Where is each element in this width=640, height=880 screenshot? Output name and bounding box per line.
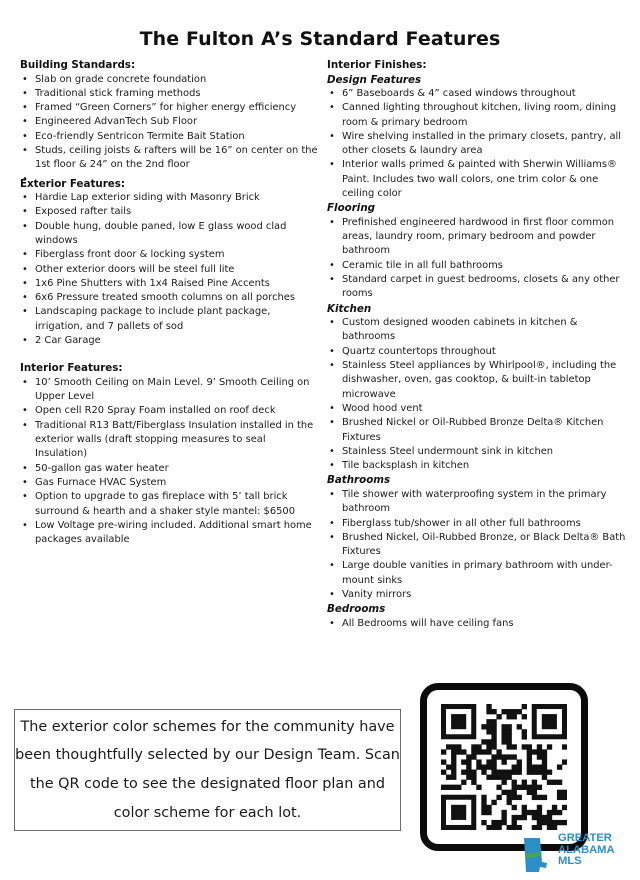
kitchen-list: [327, 316, 627, 473]
qr-code[interactable]: [420, 683, 588, 851]
list-item: • Low Voltage pre-wiring included. Additional smart home packages available: [20, 519, 318, 548]
list-item: • Brushed Nickel or Oil-Rubbed Bronze Delta® Kitchen Fixtures: [327, 416, 627, 445]
logo-line-greater: GREATER: [558, 832, 612, 844]
list-item: • Wood hood vent: [327, 402, 627, 416]
list-item: • Studs, ceiling joists & rafters will be 16” on center on the 1st floor & 24” on the 2nd floor: [20, 144, 318, 173]
list-item: • Stainless Steel appliances by Whirlpool®, including the dishwasher, oven, gas cooktop, & built-in tabletop microwave: [327, 359, 627, 402]
flooring-heading: Flooring: [327, 202, 376, 215]
list-item: • Landscaping package to include plant package, irrigation, and 7 pallets of sod: [20, 305, 318, 334]
list-item: • Vanity mirrors: [327, 588, 627, 602]
exterior-features-heading: Exterior Features:: [20, 177, 126, 190]
page-title: The Fulton A’s Standard Features: [139, 28, 501, 50]
list-item: • Gas Furnace HVAC System: [20, 476, 318, 490]
list-item: • Slab on grade concrete foundation: [20, 73, 318, 87]
list-item: • Option to upgrade to gas fireplace with 5’ tall brick surround & hearth and a shaker style mantel: $6500: [20, 490, 318, 519]
interior-finishes-heading: Interior Finishes:: [327, 59, 427, 71]
kitchen-heading: Kitchen: [327, 302, 372, 315]
list-item: • Standard carpet in guest bedrooms, closets & any other rooms: [327, 273, 627, 302]
list-item: • Canned lighting throughout kitchen, living room, dining room & primary bedroom: [327, 101, 627, 130]
list-item: • Ceramic tile in all full bathrooms: [327, 259, 627, 273]
qr-code-icon: [441, 704, 567, 830]
list-item: • Custom designed wooden cabinets in kitchen & bathrooms: [327, 316, 627, 345]
list-item: • Large double vanities in primary bathroom with under-mount sinks: [327, 559, 627, 588]
greater-alabama-mls-logo: [520, 832, 638, 878]
list-item: • 1x6 Pine Shutters with 1x4 Raised Pine Accents: [20, 277, 318, 291]
list-item: • Traditional stick framing methods: [20, 87, 318, 101]
list-item: • Open cell R20 Spray Foam installed on roof deck: [20, 404, 318, 418]
list-item: • Double hung, double paned, low E glass wood clad windows: [20, 220, 318, 249]
mls-logo-text: [558, 833, 638, 868]
list-item: • Framed “Green Corners” for higher energy efficiency: [20, 101, 318, 115]
right-column: [327, 59, 627, 631]
list-item: • Quartz countertops throughout: [327, 345, 627, 359]
list-item: • Interior walls primed & painted with Sherwin Williams® Paint. Includes two wall colors, one trim color & one ceiling color: [327, 158, 627, 201]
list-item: • Eco-friendly Sentricon Termite Bait Station: [20, 130, 318, 144]
interior-features-list: [20, 376, 318, 548]
list-item: • Engineered AdvanTech Sub Floor: [20, 115, 318, 129]
exterior-features-list: [20, 191, 318, 348]
interior-features-heading: Interior Features:: [20, 362, 123, 375]
color-scheme-note: The exterior color schemes for the community have been thoughtfully selected by our Design Team. Scan the QR code to see the designated floor plan and color scheme for each lot.: [15, 718, 400, 821]
list-item: • Fiberglass tub/shower in all other full bathrooms: [327, 517, 627, 531]
list-item: • Fiberglass front door & locking system: [20, 248, 318, 262]
list-item: • 50-gallon gas water heater: [20, 462, 318, 476]
list-item: • 6x6 Pressure treated smooth columns on all porches: [20, 291, 318, 305]
bathrooms-heading: Bathrooms: [327, 474, 391, 487]
list-item: • Hardie Lap exterior siding with Masonry Brick: [20, 191, 318, 205]
list-item: • 10’ Smooth Ceiling on Main Level. 9’ Smooth Ceiling on Upper Level: [20, 376, 318, 405]
bathrooms-list: [327, 488, 627, 602]
building-standards-list: [20, 73, 318, 173]
bedrooms-list: [327, 617, 627, 631]
color-scheme-note-box: [14, 709, 401, 831]
logo-line-mls: MLS: [558, 855, 582, 868]
list-item: • Wire shelving installed in the primary closets, pantry, all other closets & laundry area: [327, 130, 627, 159]
list-item: • Tile shower with waterproofing system in the primary bathroom: [327, 488, 627, 517]
design-features-heading: Design Features: [327, 73, 422, 86]
list-item: • 2 Car Garage: [20, 334, 318, 348]
list-item: • Brushed Nickel, Oil-Rubbed Bronze, or Black Delta® Bath Fixtures: [327, 531, 627, 560]
list-item: • All Bedrooms will have ceiling fans: [327, 617, 627, 631]
list-item: • Prefinished engineered hardwood in first floor common areas, laundry room, primary bedroom and powder bathroom: [327, 216, 627, 259]
list-item: • Other exterior doors will be steel full lite: [20, 263, 318, 277]
bedrooms-heading: Bedrooms: [327, 603, 386, 616]
list-item: • Tile backsplash in kitchen: [327, 459, 627, 473]
list-item: • Stainless Steel undermount sink in kitchen: [327, 445, 627, 459]
logo-line-alabama: ALABAMA: [558, 843, 615, 856]
alabama-state-icon: [520, 832, 556, 876]
list-item: • Traditional R13 Batt/Fiberglass Insulation installed in the exterior walls (draft stopping measures to seal Insulation): [20, 419, 318, 462]
left-column: [20, 59, 318, 547]
building-standards-heading: Building Standards:: [20, 59, 136, 71]
design-features-list: [327, 87, 627, 201]
list-item: • Exposed rafter tails: [20, 205, 318, 219]
list-item: • 6” Baseboards & 4” cased windows throughout: [327, 87, 627, 101]
flooring-list: [327, 216, 627, 302]
